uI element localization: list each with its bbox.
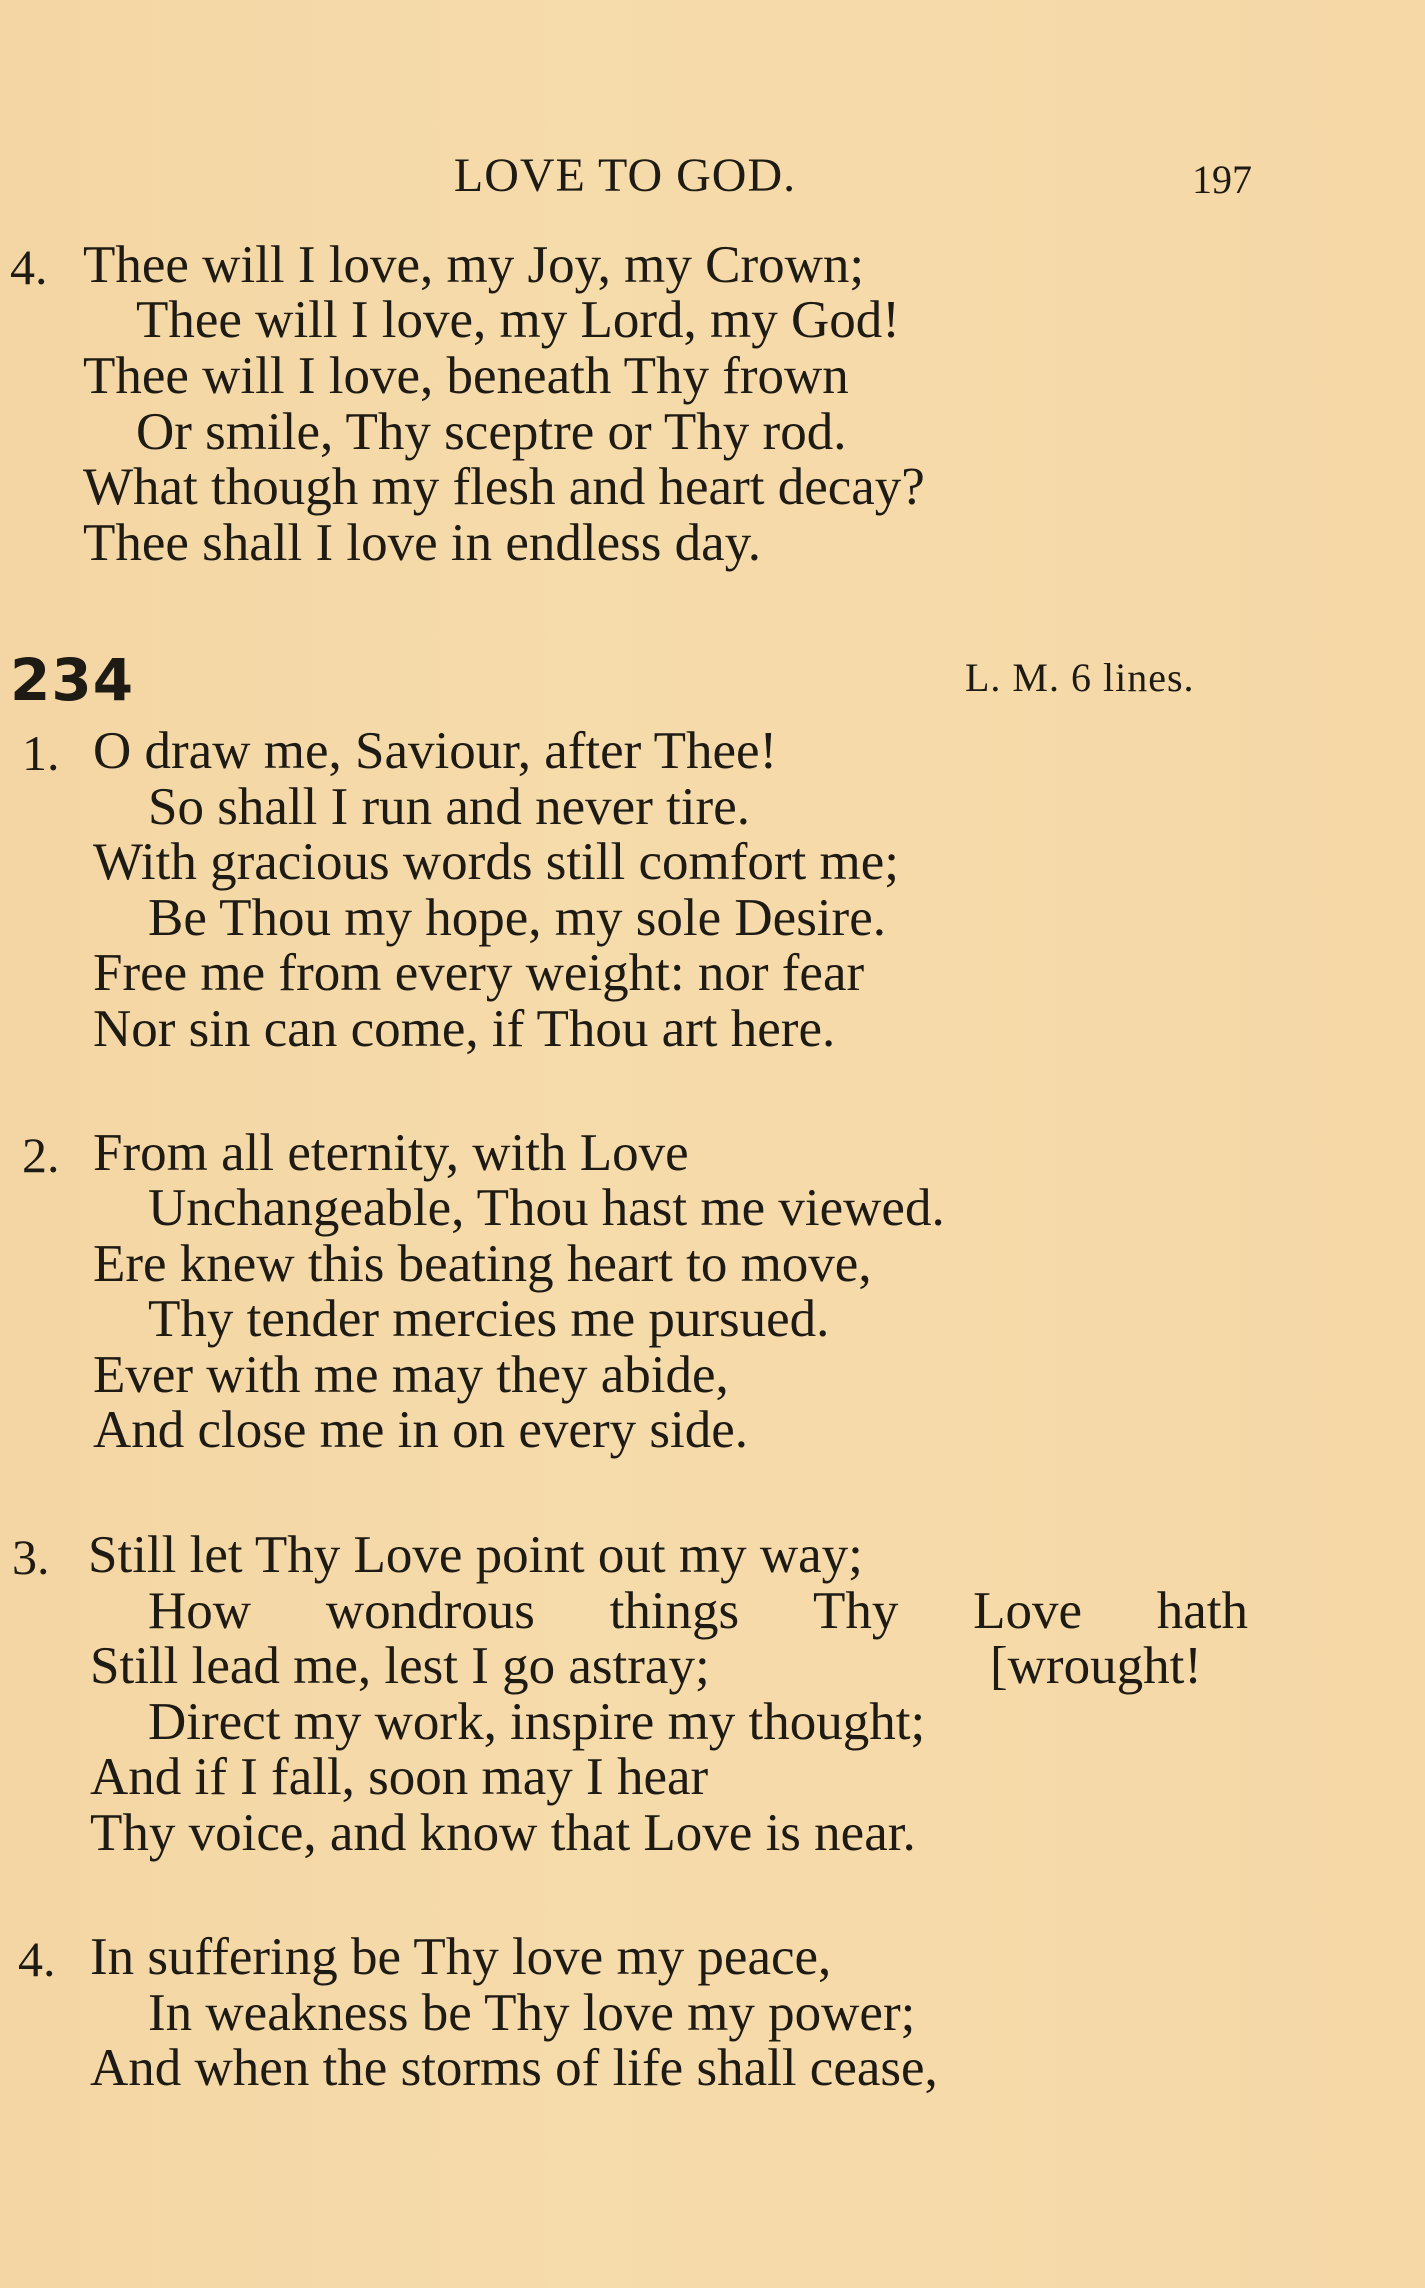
verse-line: Free me from every weight: nor fear	[93, 944, 865, 1002]
verse-line: From all eternity, with Love	[93, 1124, 689, 1182]
page-number: 197	[1192, 157, 1252, 202]
verse-line: So shall I run and never tire.	[148, 778, 750, 836]
verse-line: How wondrous things Thy Love hath	[148, 1582, 1248, 1640]
verse-line: Thy voice, and know that Love is near.	[90, 1804, 916, 1862]
stanza-number: 4.	[18, 1931, 56, 1987]
verse-line: And close me in on every side.	[93, 1401, 748, 1459]
verse-line: Thee will I love, my Lord, my God!	[136, 291, 900, 349]
stanza-number: 3.	[12, 1529, 50, 1585]
verse-line: Unchangeable, Thou hast me viewed.	[148, 1179, 945, 1237]
hymn-number: 234	[10, 646, 135, 714]
verse-line: Nor sin can come, if Thou art here.	[93, 1000, 836, 1058]
verse-line: Direct my work, inspire my thought;	[148, 1693, 926, 1751]
verse-line: O draw me, Saviour, after Thee!	[93, 722, 778, 780]
hymn-meter: L. M. 6 lines.	[965, 655, 1195, 700]
page-header-title: LOVE TO GOD.	[453, 149, 797, 202]
verse-line: Be Thou my hope, my sole Desire.	[148, 889, 886, 947]
verse-line: Thee will I love, beneath Thy frown	[83, 347, 849, 405]
verse-line: Ere knew this beating heart to move,	[93, 1235, 872, 1293]
verse-line: Or smile, Thy sceptre or Thy rod.	[136, 403, 847, 461]
verse-line: Thy tender mercies me pursued.	[148, 1290, 830, 1348]
verse-line: In suffering be Thy love my peace,	[90, 1928, 832, 1986]
verse-line: Thee will I love, my Joy, my Crown;	[83, 236, 865, 294]
verse-line: Still let Thy Love point out my way;	[88, 1526, 863, 1584]
verse-line: With gracious words still comfort me;	[93, 833, 899, 891]
verse-line: What though my flesh and heart decay?	[83, 458, 925, 516]
verse-line: Ever with me may they abide,	[93, 1346, 729, 1404]
stanza-number: 4.	[10, 239, 48, 295]
verse-line: And if I fall, soon may I hear	[90, 1748, 709, 1806]
stanza-number: 2.	[22, 1127, 60, 1183]
verse-line-turnover: [wrought!	[990, 1637, 1202, 1695]
verse-line: Still lead me, lest I go astray;	[90, 1637, 710, 1695]
verse-line: And when the storms of life shall cease,	[90, 2039, 938, 2097]
verse-line: Thee shall I love in endless day.	[83, 514, 762, 572]
verse-line: In weakness be Thy love my power;	[148, 1984, 916, 2042]
stanza-number: 1.	[22, 725, 60, 781]
